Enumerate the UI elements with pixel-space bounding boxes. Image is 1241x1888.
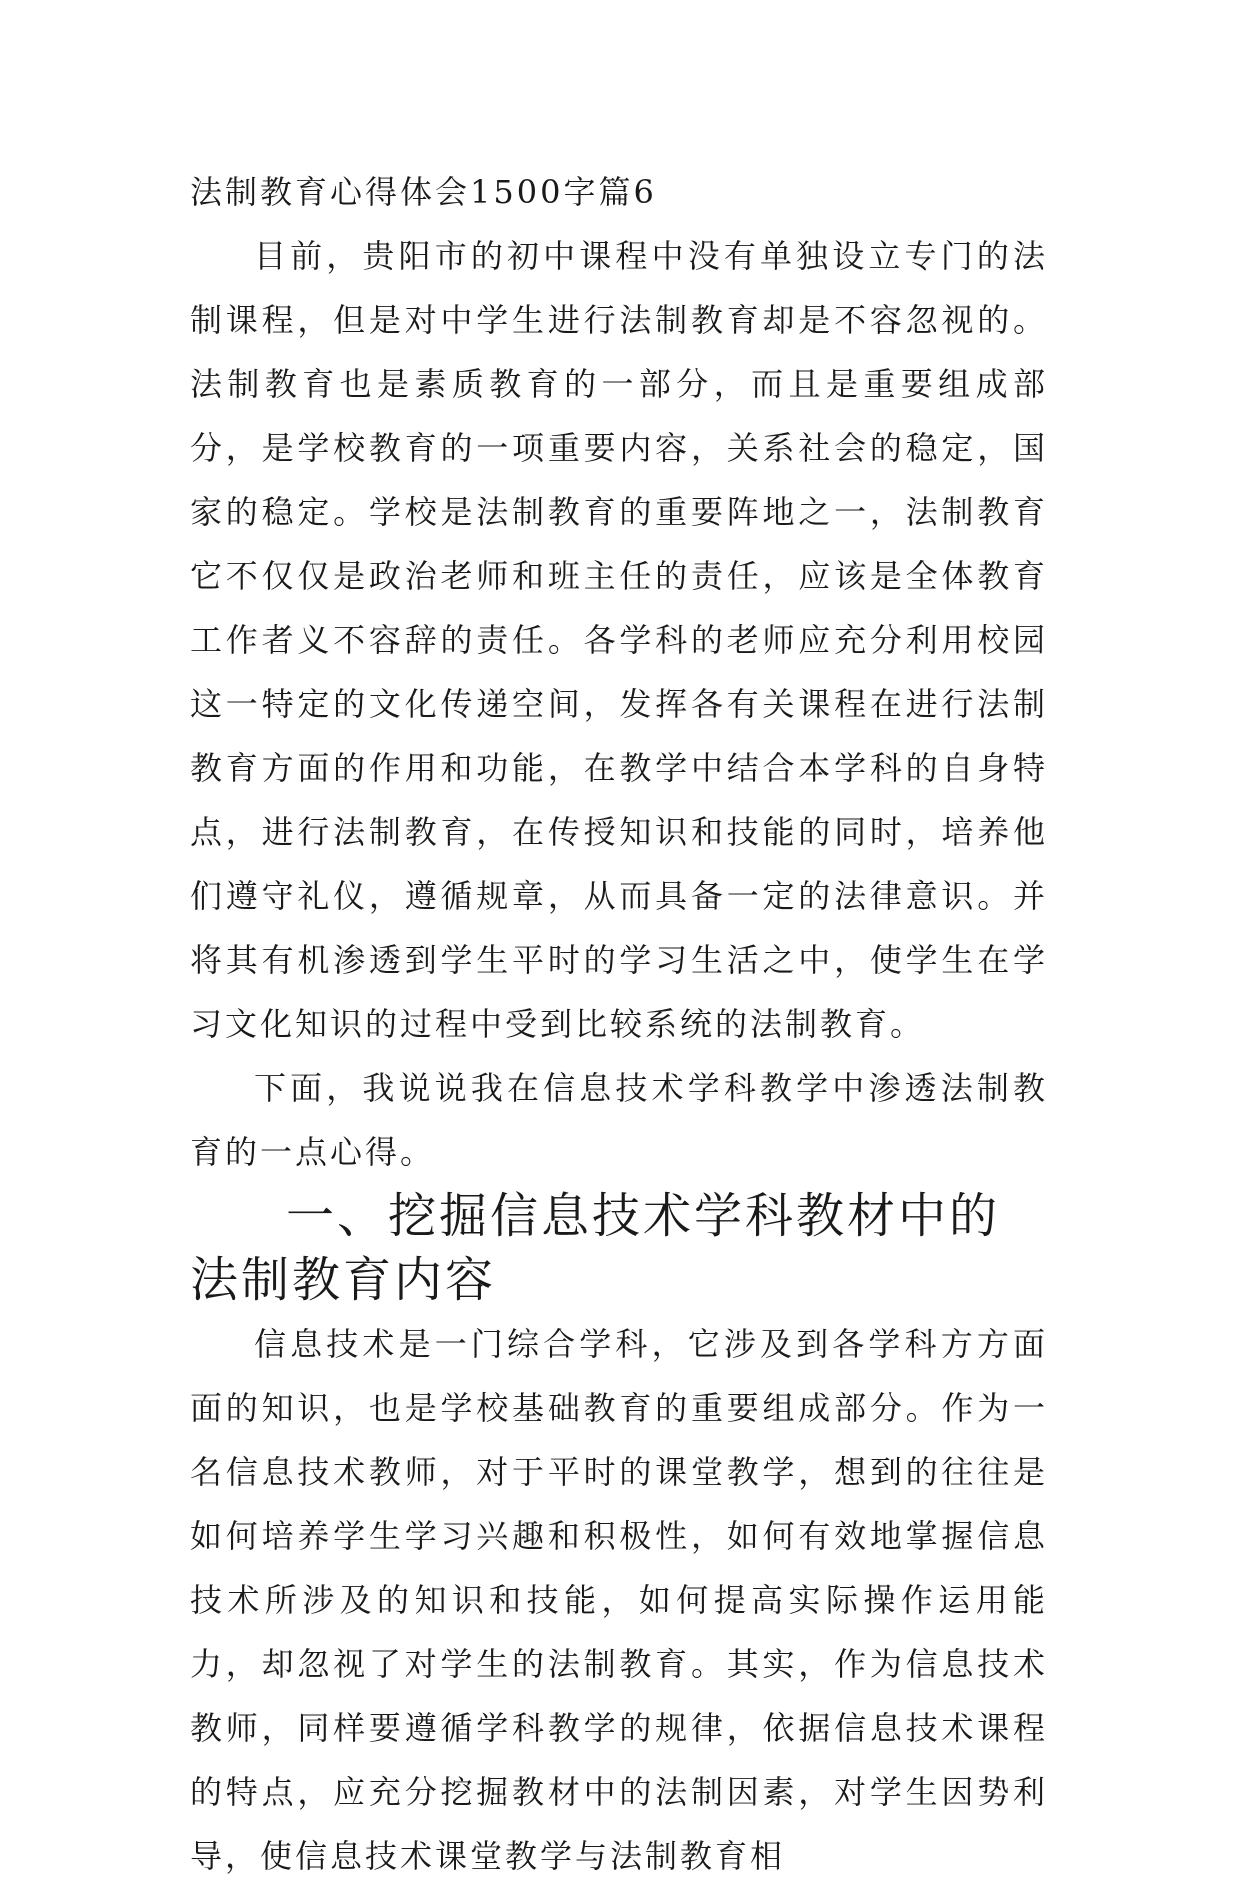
document-body xyxy=(190,160,1048,1888)
paragraph-transition: 下面，我说说我在信息技术学科教学中渗透法制教育的一点心得。 xyxy=(190,1069,1048,1171)
paragraph-section-body: 信息技术是一门综合学科，它涉及到各学科方方面面的知识，也是学校基础教育的重要组成部分。作为一名信息技术教师，对于平时的课堂教学，想到的往往是如何培养学生学习兴趣和积极性，如何有效地掌握信息技术所涉及的知识和技能，如何提高实际操作运用能力，却忽视了对学生的法制教育。其实，作为信息技术教师，同样要遵循学科教学的规律，依据信息技术课程的特点，应充分挖掘教材中的法制因素，对学生因势利导，使信息技术课堂教学与法制教育相 xyxy=(190,1325,1048,1875)
document-title: 法制教育心得体会1500字篇6 xyxy=(190,173,657,211)
section-heading: 一、挖掘信息技术学科教材中的法制教育内容 xyxy=(190,1188,1001,1308)
paragraph-intro: 目前，贵阳市的初中课程中没有单独设立专门的法制课程，但是对中学生进行法制教育却是不容忽视的。法制教育也是素质教育的一部分，而且是重要组成部分，是学校教育的一项重要内容，关系社会的稳定，国家的稳定。学校是法制教育的重要阵地之一，法制教育它不仅仅是政治老师和班主任的责任，应该是全体教育工作者义不容辞的责任。各学科的老师应充分利用校园这一特定的文化传递空间，发挥各有关课程在进行法制教育方面的作用和功能，在教学中结合本学科的自身特点，进行法制教育，在传授知识和技能的同时，培养他们遵守礼仪，遵循规章，从而具备一定的法律意识。并将其有机渗透到学生平时的学习生活之中，使学生在学习文化知识的过程中受到比较系统的法制教育。 xyxy=(190,237,1048,1043)
